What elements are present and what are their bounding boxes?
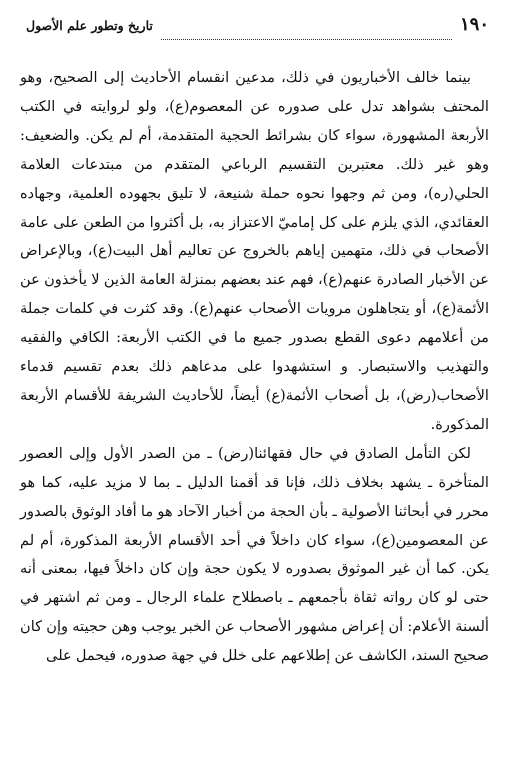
page-number: ١٩٠: [459, 14, 489, 35]
body-text: [20, 64, 489, 671]
header-dotted-leader: [161, 38, 452, 40]
running-header: [20, 14, 489, 44]
paragraph-2: لكن التأمل الصادق في حال فقهائنا(رض) ـ من الصدر الأول وإلى العصور المتأخرة ـ يشهد بخلاف ذلك، فإنا قد أقمنا الدليل ـ بما لا مزيد عليه، كما هو محرر في أبحاثنا الأصولية ـ بأن الحجة من أخبار الآحاد هو ما أفاد الوثوق بالصدور عن المعصومين(ع)، سواء كان داخلاً في أحد الأقسام الأربعة المذكورة، أم لم يكن. كما أن غير الموثوق بصدوره لا يكون حجة وإن كان داخلاً فيها، بمعنى أنه حتى لو كان رواته ثقاة بأجمعهم ـ باصطلاح علماء الرجال ـ ومن ثم اشتهر في ألسنة الأعلام: أن إعراض مشهور الأصحاب عن الخبر يوجب وهن حجيته وإن كان صحيح السند، الكاشف عن إطلاعهم على خلل في جهة صدوره، فيحمل على: [20, 444, 489, 665]
running-title: تاريخ وتطور علم الأصول: [26, 18, 153, 33]
paragraph-1: بينما خالف الأخباريون في ذلك، مدعين انقسام الأحاديث إلى الصحيح، وهو المحتف بشواهد تدل على صدوره عن المعصوم(ع)، ولو لروايته في الكتب الأربعة المشهورة، سواء كان بشرائط الحجية المتقدمة، أم لم يكن. والضعيف: وهو غير ذلك. معتبرين التقسيم الرباعي المتقدم من مبتدعات العلامة الحلي(ره)، ومن ثم وجهوا نحوه حملة شنيعة، لا تليق بجهوده العلمية، وجهاده العقائدي، الذي يلزم على كل إماميّ الاعتزاز به، بل أكثروا من الطعن على عامة الأصحاب في ذلك، متهمين إياهم بالخروج عن تعاليم أهل البيت(ع)، وبالإعراض عن الأخبار الصادرة عنهم(ع)، فهم عند بعضهم بمنزلة العامة الذين لا يأخذون عن الأئمة(ع)، أو يتجاهلون مرويات الأصحاب عنهم(ع). وقد كثرت في كلمات جملة من أعلامهم دعوى القطع بصدور جميع ما في الكتب الأربعة: الكافي والفقيه والتهذيب والاستبصار. و استشهدوا على مدعاهم ذلك بعدم تقسيم قدماء الأصحاب(رض)، بل أصحاب الأئمة(ع) أيضاً، للأحاديث الشريفة للأقسام الأربعة المذكورة.: [20, 69, 489, 433]
